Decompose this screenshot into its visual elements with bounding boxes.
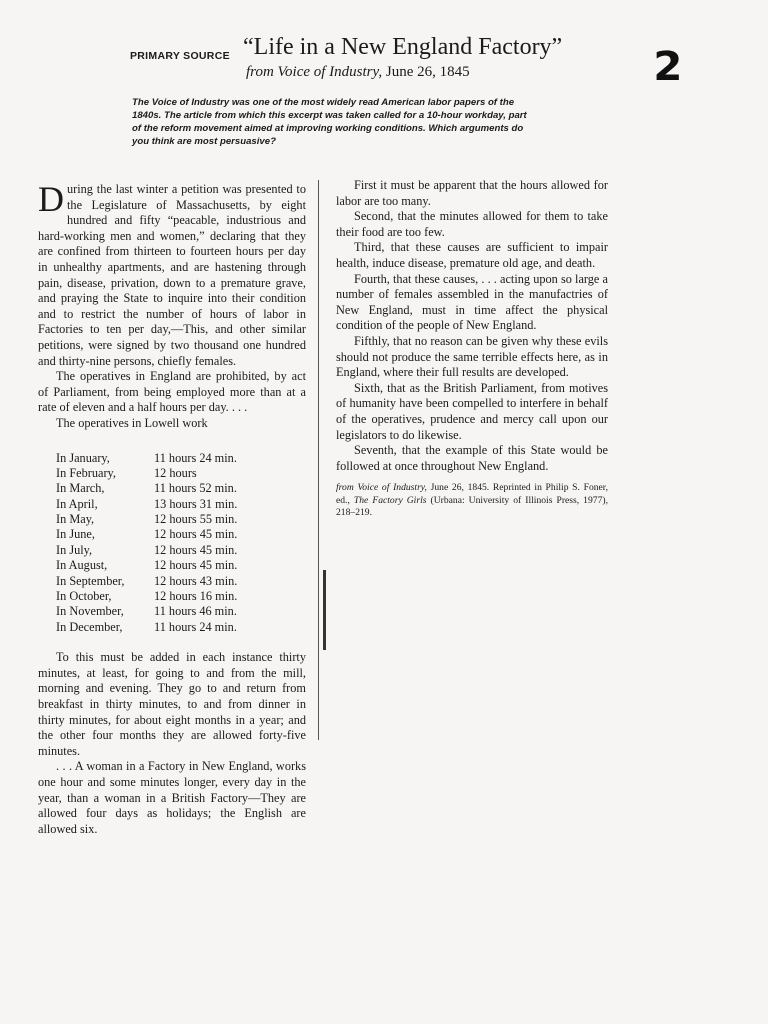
hours-value: 12 hours 55 min. [154, 512, 238, 527]
handwritten-page-number: 2 [653, 44, 683, 90]
subtitle-publication: Voice of Industry, [277, 64, 383, 80]
citation [336, 482, 608, 520]
hours-row [56, 589, 306, 604]
hours-month: In November, [56, 604, 124, 619]
argument-1: First it must be apparent that the hours allowed for labor are too many. [336, 178, 608, 208]
subtitle-date: June 26, 1845 [385, 64, 470, 80]
column-divider-mark [323, 570, 326, 650]
hours-row [56, 574, 306, 589]
hours-row [56, 512, 306, 527]
hours-month: In March, [56, 481, 105, 496]
argument-5: Fifthly, that no reason can be given why these evils should not produce the same terrible effects here, as in England, where their full results are developed. [336, 333, 608, 380]
citation-book-title: The Factory Girls [353, 494, 427, 506]
hours-value: 12 hours 16 min. [154, 589, 238, 604]
hours-month: In January, [56, 450, 110, 465]
subtitle-from: from [246, 64, 274, 80]
drop-cap: D [38, 179, 64, 219]
argument-6: Sixth, that as the British Parliament, from motives of humanity have been compelled to interfere in behalf of the operatives, prudence and mercy call upon our legislators to do likewise. [336, 380, 608, 442]
hours-month: In December, [56, 619, 123, 634]
hours-month: In May, [56, 512, 95, 527]
column-divider [318, 180, 319, 740]
hours-month: In September, [56, 573, 125, 588]
hours-row [56, 543, 306, 558]
hours-table [56, 451, 306, 636]
page-title: “Life in a New England Factory” [243, 34, 563, 60]
hours-value: 11 hours 46 min. [154, 604, 237, 619]
subtitle [246, 64, 470, 81]
right-column [336, 178, 608, 520]
hours-row [56, 451, 306, 466]
hours-month: In April, [56, 496, 98, 511]
hours-value: 11 hours 24 min. [154, 450, 237, 465]
hours-value: 12 hours [154, 465, 197, 480]
paragraph-5: . . . A woman in a Factory in New England, works one hour and some minutes longer, every day in the year, than a woman in a British Factory—They are allowed four days as holidays; the English are allowed six. [38, 759, 306, 836]
hours-month: In February, [56, 465, 116, 480]
primary-source-label: PRIMARY SOURCE [130, 50, 230, 62]
hours-value: 12 hours 45 min. [154, 527, 238, 542]
hours-row [56, 527, 306, 542]
paragraph-1 [38, 179, 306, 369]
hours-row [56, 620, 306, 635]
hours-row [56, 558, 306, 573]
hours-value: 11 hours 52 min. [154, 481, 237, 496]
paragraph-4: To this must be added in each instance thirty minutes, at least, for going to and from the mill, morning and evening. They go to and return from breakfast in thirty minutes, to and from dinner in thirty minutes, for about eight months in a year; and the other four months they are allowed forty-five minutes. [38, 650, 306, 758]
left-column [38, 179, 306, 837]
hours-value: 12 hours 43 min. [154, 573, 238, 588]
argument-2: Second, that the minutes allowed for them to take their food are too few. [336, 209, 608, 239]
argument-3: Third, that these causes are sufficient to impair health, induce disease, premature old age, and death. [336, 240, 608, 270]
hours-value: 13 hours 31 min. [154, 496, 238, 511]
argument-4: Fourth, that these causes, . . . acting upon so large a number of females assembled in the manufactries of New England, must in time affect the physical condition of the people of New England. [336, 271, 608, 333]
hours-row [56, 466, 306, 481]
intro-text: The Voice of Industry was one of the most widely read American labor papers of the 1840s. The article from which this excerpt was taken called for a 10-hour workday, part of the reform movement aimed at improving working conditions. Which arguments do you think are most persuasive? [132, 97, 527, 147]
paragraph-1-text: uring the last winter a petition was presented to the Legislature of Massachusetts, by eight hundred and fifty “peacable, industrious and hard-working men and women,” declaring that they are confined from thirteen to fourteen hours per day in unhealthy apartments, and are hastening through pain, disease, privation, down to a premature grave, and praying the State to inquire into their condition and to restrict the number of hours of labor in Factories to ten per day,—This, and other similar petitions, were signed by two thousand one hundred and thirty-nine persons, chiefly females. [38, 182, 306, 368]
paragraph-2: The operatives in England are prohibited, by act of Parliament, from being employed more than at a rate of eleven and a half hours per day. . . . [38, 369, 306, 415]
hours-value: 12 hours 45 min. [154, 558, 238, 573]
hours-value: 12 hours 45 min. [154, 542, 238, 557]
hours-row [56, 481, 306, 496]
hours-month: In October, [56, 589, 112, 604]
hours-row [56, 604, 306, 619]
hours-month: In July, [56, 542, 93, 557]
citation-source: from Voice of Industry, [336, 482, 427, 494]
citation-text-1: June 26, 1845. Reprinted in Philip S. Foner, ed., [336, 482, 609, 506]
hours-month: In August, [56, 558, 108, 573]
citation-text-2: (Urbana: University of Illinois Press, 1977), 218–219. [336, 494, 608, 519]
hours-row [56, 497, 306, 512]
hours-month: In June, [56, 527, 95, 542]
hours-value: 11 hours 24 min. [154, 619, 237, 634]
paragraph-3: The operatives in Lowell work [56, 415, 208, 430]
argument-7: Seventh, that the example of this State would be followed at once throughout New England. [336, 443, 608, 473]
